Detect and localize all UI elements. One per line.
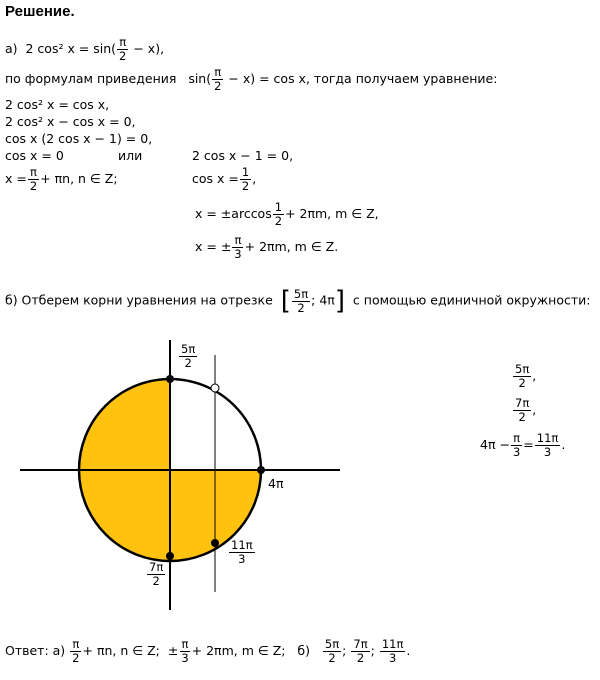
step-4-or: или (118, 148, 143, 163)
cos-half: cos x = $\frac{1}{2}$ , (192, 165, 257, 193)
point-11pi-3 (211, 539, 219, 547)
reduction-prefix: по формулам приведения (5, 71, 177, 86)
arccos-line: x = ±arccos $\frac{1}{2}$ + 2πm, m ∈ Z, (195, 200, 379, 228)
solution-1: x = $\frac{\pi}{2}$ + πn, n ∈ Z; (5, 165, 118, 193)
part-b-text: б) Отберем корни уравнения на отрезке (5, 292, 273, 308)
reduction-suffix: , тогда получаем уравнение: (305, 71, 498, 86)
part-a-label: а) (5, 41, 18, 56)
label-5pi-2: $\frac{5\pi}{2}$ (181, 342, 196, 370)
point-4pi (257, 466, 265, 474)
equation-rhs: − x), (129, 41, 165, 56)
part-b-suffix: с помощью единичной окружности: (352, 292, 591, 308)
fraction-5pi-2: $\frac{5\pi}{2}$ (293, 286, 309, 315)
side-item-11pi-3: 4π − $\frac{\pi}{3}$ = $\frac{11\pi}{3}$ . (480, 431, 566, 459)
side-item-7pi-2: $\frac{7\pi}{2}$ , (515, 396, 537, 424)
equation-lhs: 2 cos² x = sin( (25, 41, 117, 56)
fraction-1-2: $\frac{1}{2}$ (241, 165, 250, 193)
step-2: 2 cos² x − cos x = 0, (5, 114, 136, 129)
answer-line: Ответ: а) $\frac{\pi}{2}$ + πn, n ∈ Z; ± $\frac{\pi}{3}$ + 2πm, m ∈ Z; б) $\frac{5\pi}{2}$ ; $\frac{7\pi}{2}$ ; $\frac{11\pi}{3}$ . (5, 637, 411, 665)
quadrant-2-fill (79, 379, 170, 470)
fraction-pi-2: $\frac{\pi}{2}$ (29, 165, 38, 193)
point-5pi-2 (166, 375, 174, 383)
step-4-right: 2 cos x − 1 = 0, (192, 148, 294, 163)
bracket-close: ] (334, 286, 345, 316)
label-4pi: 4π (268, 476, 284, 491)
bracket-open: [ (280, 286, 291, 316)
fraction-pi-3: $\frac{\pi}{3}$ (234, 233, 242, 261)
point-pi-3 (211, 384, 219, 392)
answer-b-label: б) (297, 643, 310, 658)
label-7pi-2: $\frac{7\pi}{2}$ (149, 560, 164, 588)
fraction-pi-2: $\frac{\pi}{2}$ (214, 65, 222, 93)
step-3: cos x (2 cos x − 1) = 0, (5, 131, 153, 146)
solution-title: Решение. (5, 3, 75, 20)
label-11pi-3: $\frac{11\pi}{3}$ (231, 538, 253, 566)
fraction-pi-2: $\frac{\pi}{2}$ (119, 35, 127, 63)
reduction-sin: sin( (188, 71, 212, 86)
side-item-5pi-2: $\frac{5\pi}{2}$ , (515, 362, 537, 390)
solution-2: x = ± $\frac{\pi}{3}$ + 2πm, m ∈ Z. (195, 233, 339, 261)
interval-tail: ; 4π (311, 292, 335, 308)
answer-prefix: Ответ: а) (5, 643, 66, 658)
step-4-left: cos x = 0 (5, 148, 64, 163)
step-1: 2 cos² x = cos x, (5, 97, 110, 112)
reduction-mid: − x) = cos x (224, 71, 306, 86)
fraction-1-2: $\frac{1}{2}$ (274, 200, 283, 228)
point-7pi-2 (166, 552, 174, 560)
